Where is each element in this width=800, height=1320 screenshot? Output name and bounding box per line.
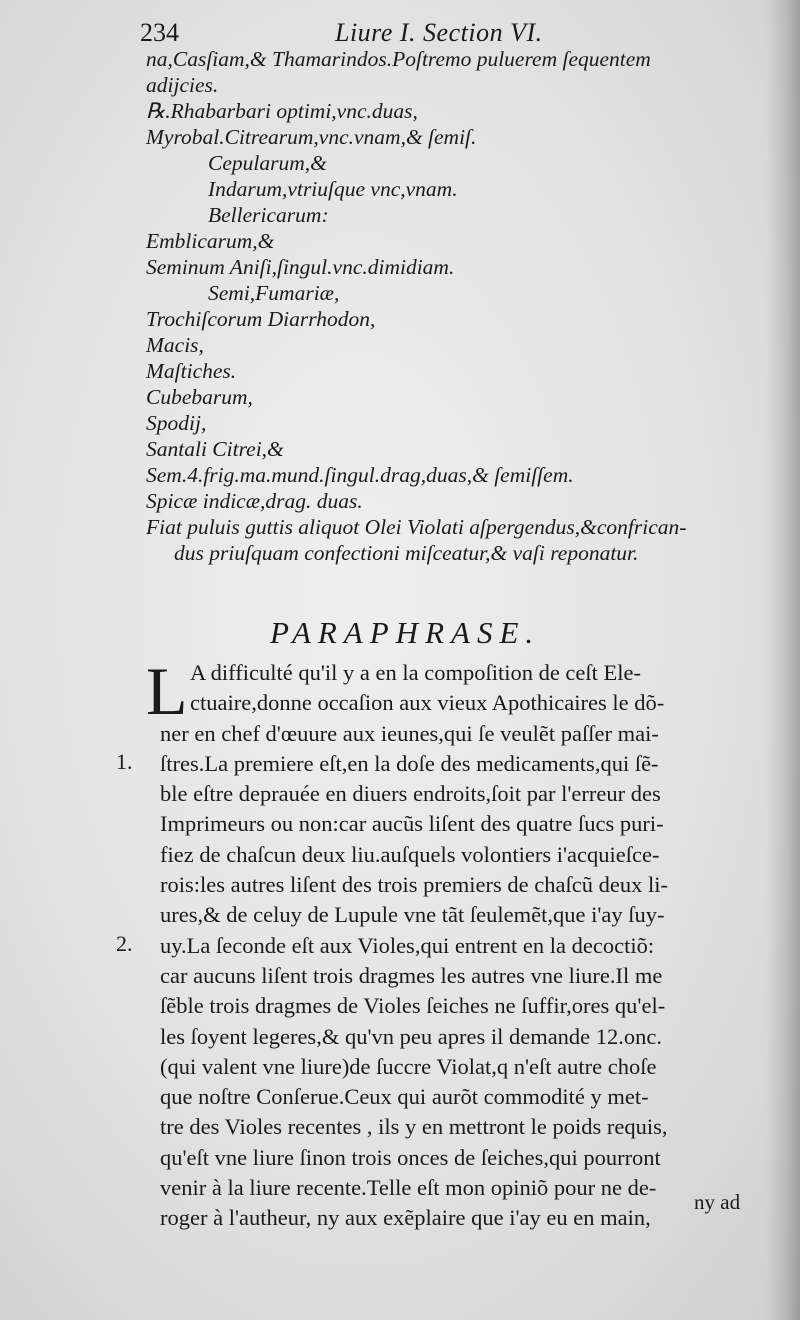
recipe-line: Semi,Fumariæ, <box>208 281 340 305</box>
page-number: 234 <box>140 18 179 47</box>
running-head: Liure I. Section VI. <box>335 18 543 47</box>
recipe-line: Cepularum,& <box>208 151 327 175</box>
recipe-line: Spodij, <box>146 411 207 435</box>
text-line: que noſtre Conſerue.Ceux qui aurõt commodité y met- <box>160 1084 649 1110</box>
recipe-line: Cubebarum, <box>146 385 253 409</box>
text-line: fiez de chaſcun deux liu.auſquels volontiers i'acquieſce- <box>160 841 660 867</box>
text-line: ures,& de celuy de Lupule vne tãt ſeulemẽt,que i'ay ſuy- <box>160 902 665 928</box>
recipe-line: Myrobal.Citrearum,vnc.vnam,& ſemiſ. <box>146 125 477 149</box>
recipe-line: Sem.4.frig.ma.mund.ſingul.drag,duas,& ſemiſſem. <box>146 463 574 487</box>
text-line: venir à la liure recente.Telle eſt mon opiniõ pour ne de- <box>160 1175 657 1201</box>
text-line: A difficulté qu'il y a en la compoſition de ceſt Ele- <box>190 660 642 685</box>
margin-note: 2. <box>116 930 133 956</box>
text-line: ſẽble trois dragmes de Violes ſeiches ne ſuffir,ores qu'el- <box>160 993 666 1019</box>
section-heading: PARAPHRASE. <box>270 615 541 650</box>
recipe-line: Indarum,vtriuſque vnc,vnam. <box>208 177 458 201</box>
text-line: uy.La ſeconde eſt aux Violes,qui entrent en la decoctiõ: <box>160 932 655 958</box>
text-line: Imprimeurs ou non:car aucũs liſent des quatre ſucs puri- <box>160 811 664 837</box>
recipe-line: Fiat puluis guttis aliquot Olei Violati aſpergendus,&confrican- <box>146 515 687 539</box>
recipe-line: na,Casſiam,& Thamarindos.Poſtremo puluerem ſequentem <box>146 47 651 71</box>
text-line: les ſoyent legeres,& qu'vn peu apres il demande 12.onc. <box>160 1023 663 1049</box>
text-line: rois:les autres liſent des trois premiers de chaſcũ deux li- <box>160 872 668 898</box>
text-line: tre des Violes recentes , ils y en mettront le poids requis, <box>160 1114 668 1140</box>
drop-cap: L <box>146 653 188 729</box>
text-line: ner en chef d'œuure aux ieunes,qui ſe veulẽt paſſer mai- <box>160 720 659 746</box>
recipe-line: Macis, <box>146 333 204 357</box>
text-line: ble eſtre deprauée en diuers endroits,ſoit par l'erreur des <box>160 781 661 807</box>
recipe-line: Spicæ indicæ,drag. duas. <box>146 489 363 513</box>
recipe-line: Maſtiches. <box>146 359 237 383</box>
page-gutter-shadow <box>766 0 800 1320</box>
recipe-line: Trochiſcorum Diarrhodon, <box>146 307 376 331</box>
recipe-line: Seminum Aniſi,ſingul.vnc.dimidiam. <box>146 255 455 279</box>
recipe-line: Santali Citrei,& <box>146 437 284 461</box>
recipe-line: ℞.Rhabarbari optimi,vnc.duas, <box>146 99 418 123</box>
text-line: ſtres.La premiere eſt,en la doſe des medicaments,qui ſẽ- <box>160 750 659 776</box>
catchword: ny ad <box>694 1190 741 1214</box>
recipe-line: dus priuſquam confectioni miſceatur,& vaſi reponatur. <box>174 541 639 565</box>
text-line: car aucuns liſent trois dragmes les autres vne liure.Il me <box>160 962 663 988</box>
recipe-line: adijcies. <box>146 73 219 97</box>
paraphrase-text <box>160 658 750 1234</box>
text-line: ctuaire,donne occaſion aux vieux Apothicaires le dõ- <box>190 690 665 716</box>
recipe-block <box>146 46 746 566</box>
recipe-line: Bellericarum: <box>208 203 329 227</box>
text-line: roger à l'autheur, ny aux exẽplaire que i'ay eu en main, <box>160 1205 651 1231</box>
recipe-line: Emblicarum,& <box>146 229 275 253</box>
text-line: qu'eſt vne liure ſinon trois onces de ſeiches,qui pourront <box>160 1144 661 1170</box>
margin-note: 1. <box>116 748 133 774</box>
text-line: (qui valent vne liure)de ſuccre Violat,q n'eſt autre choſe <box>160 1053 657 1079</box>
